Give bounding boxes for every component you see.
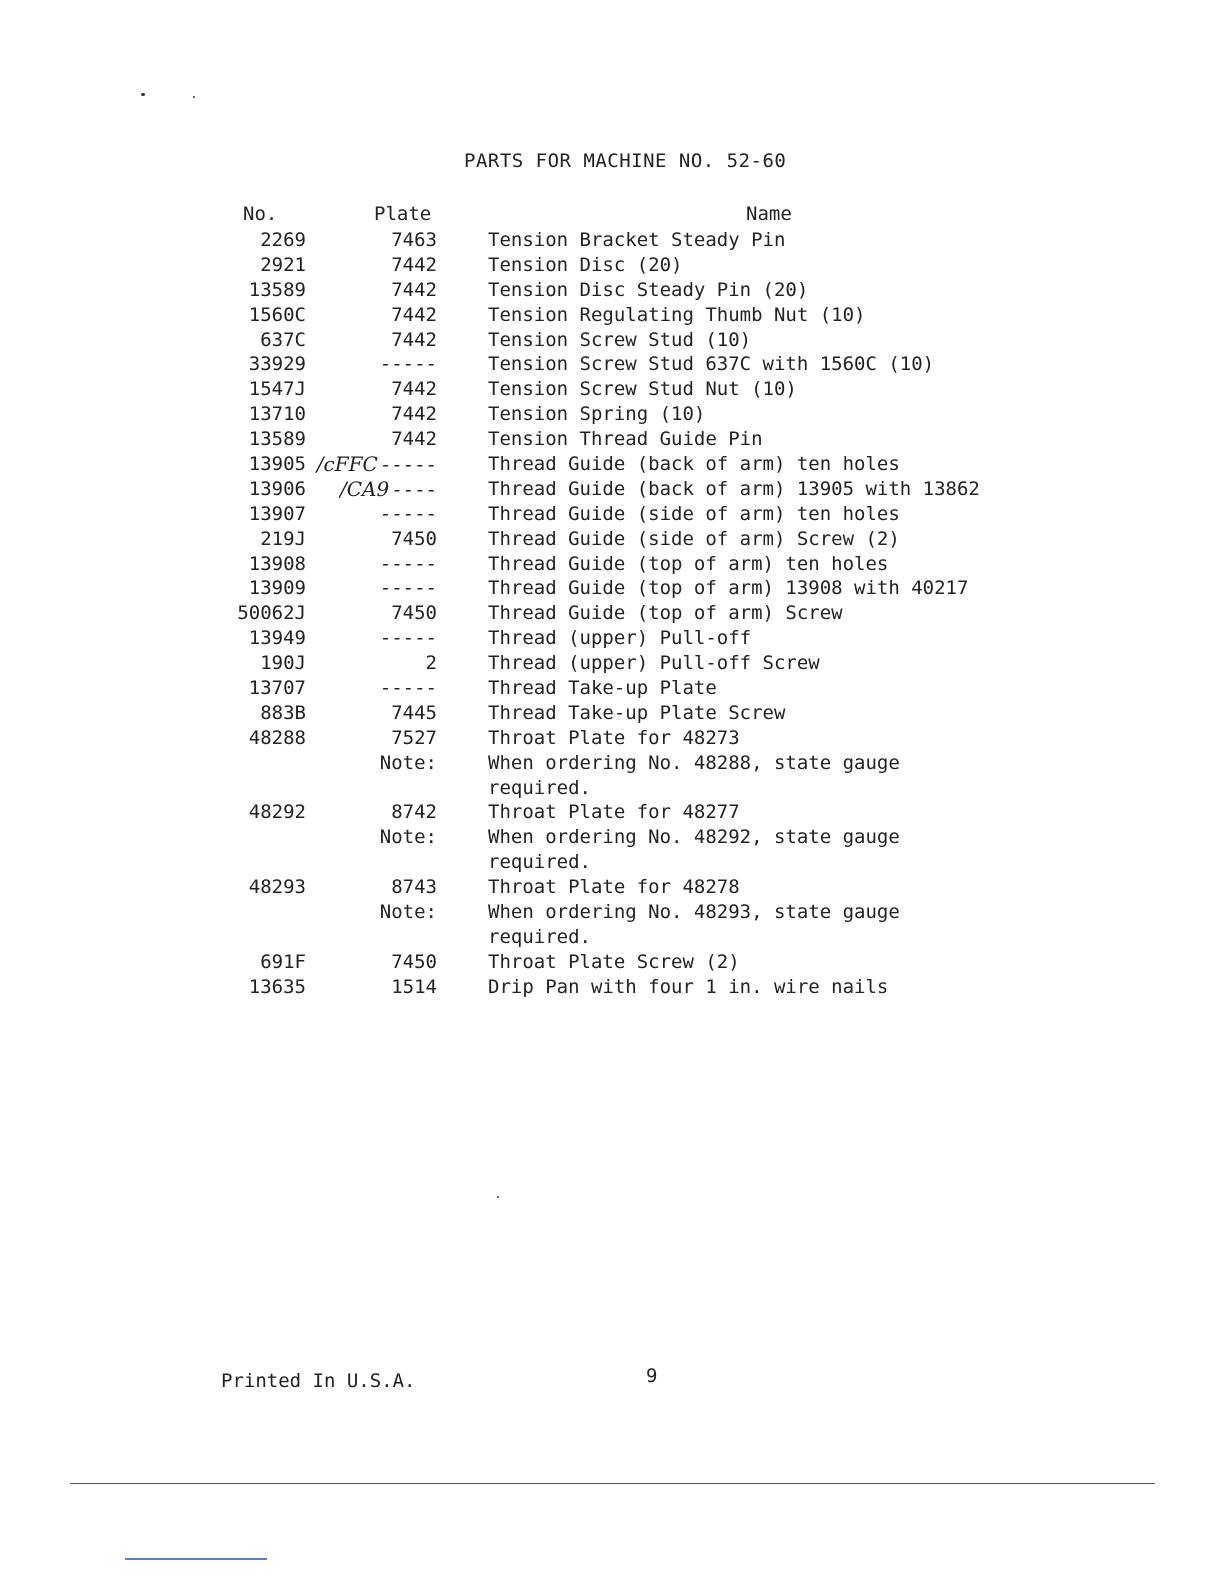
part-name: Tension Bracket Steady Pin [488, 229, 786, 251]
column-header-plate: Plate [374, 203, 432, 225]
part-name: Thread Guide (back of arm) ten holes [488, 453, 900, 476]
part-number: 13905 [248, 453, 306, 476]
part-number: 691F [260, 950, 306, 973]
part-name: When ordering No. 48288, state gauge [488, 751, 900, 774]
plate-cell [391, 527, 437, 552]
part-name: required. [488, 851, 591, 874]
part-name: Thread Take-up Plate [488, 677, 717, 700]
part-name: Thread Guide (side of arm) Screw (2) [488, 527, 900, 550]
part-number: 48293 [248, 876, 306, 899]
part-number: 48288 [248, 726, 306, 749]
part-name: required. [488, 776, 591, 799]
plate-number: Note: [379, 751, 437, 774]
plate-cell [391, 228, 437, 253]
column-header-no: No. [243, 203, 278, 225]
part-name: Tension Spring (10) [488, 403, 706, 426]
plate-number: 1514 [391, 975, 437, 998]
scan-speck [193, 96, 195, 98]
plate-cell [391, 402, 437, 427]
handwritten-annotation: /cFFC [316, 452, 378, 477]
plate-number: 7450 [391, 602, 437, 625]
table-body [0, 228, 1224, 1000]
table-row [0, 452, 1224, 477]
plate-cell [391, 328, 437, 353]
plate-cell [380, 502, 437, 527]
part-name: Throat Plate for 48273 [488, 726, 740, 749]
plate-number: 7527 [391, 726, 437, 749]
plate-number: 7445 [391, 701, 437, 724]
plate-number: ----- [379, 577, 437, 600]
part-name: Tension Disc (20) [488, 253, 683, 276]
table-row [0, 328, 1224, 353]
plate-cell [391, 278, 437, 303]
plate-number: 8742 [391, 801, 437, 824]
plate-cell [380, 825, 437, 850]
plate-number: ----- [379, 627, 437, 650]
plate-cell [391, 800, 437, 825]
scan-speck [141, 93, 145, 96]
table-row [0, 601, 1224, 626]
plate-number: ---- [391, 478, 437, 501]
plate-number: 7442 [391, 328, 437, 351]
plate-number: 7442 [391, 378, 437, 401]
part-number: 13589 [248, 278, 306, 301]
part-number: 48292 [248, 801, 306, 824]
plate-cell [380, 626, 437, 651]
part-number: 1560C [248, 303, 306, 326]
plate-cell [380, 576, 437, 601]
plate-cell [391, 253, 437, 278]
plate-cell [391, 427, 437, 452]
table-row [0, 925, 1224, 950]
table-row [0, 402, 1224, 427]
table-row [0, 527, 1224, 552]
plate-number: 7442 [391, 303, 437, 326]
plate-cell [426, 651, 437, 676]
plate-number: ----- [379, 552, 437, 575]
plate-number: ----- [379, 677, 437, 700]
plate-cell [391, 601, 437, 626]
plate-number: 7450 [391, 527, 437, 550]
table-row [0, 950, 1224, 975]
part-name: Thread Guide (top of arm) Screw [488, 602, 843, 625]
part-name: Throat Plate for 48278 [488, 876, 740, 899]
plate-cell [391, 975, 437, 1000]
part-number: 13707 [248, 677, 306, 700]
table-row [0, 278, 1224, 303]
table-row [0, 502, 1224, 527]
table-row [0, 676, 1224, 701]
table-row [0, 726, 1224, 751]
plate-number: 7463 [391, 229, 437, 251]
table-row [0, 477, 1224, 502]
part-number: 13589 [248, 428, 306, 451]
plate-cell [380, 900, 437, 925]
plate-cell [380, 352, 437, 377]
plate-number: 7442 [391, 278, 437, 301]
part-number: 637C [260, 328, 306, 351]
part-name: Tension Screw Stud (10) [488, 328, 752, 351]
plate-number: ----- [379, 353, 437, 376]
parts-table [0, 200, 1224, 1000]
plate-cell [391, 726, 437, 751]
plate-cell [391, 377, 437, 402]
plate-cell [340, 477, 437, 503]
part-number: 190J [260, 652, 306, 675]
part-number: 13906 [248, 477, 306, 500]
plate-cell [391, 875, 437, 900]
plate-number: 7442 [391, 403, 437, 426]
plate-cell [380, 552, 437, 577]
table-row [0, 427, 1224, 452]
table-row [0, 576, 1224, 601]
table-row [0, 303, 1224, 328]
plate-number: ----- [379, 502, 437, 525]
part-number: 883B [260, 701, 306, 724]
plate-number: ----- [379, 454, 437, 477]
table-row [0, 352, 1224, 377]
handwritten-annotation: /CA9 [340, 476, 390, 501]
table-row [0, 626, 1224, 651]
part-name: Tension Thread Guide Pin [488, 428, 763, 451]
part-number: 13907 [248, 502, 306, 525]
plate-cell [380, 676, 437, 701]
part-name: Tension Disc Steady Pin (20) [488, 278, 809, 301]
part-name: Tension Regulating Thumb Nut (10) [488, 303, 866, 326]
part-name: Tension Screw Stud Nut (10) [488, 378, 797, 401]
page-number: 9 [646, 1365, 658, 1387]
plate-number: 7442 [391, 253, 437, 276]
table-row [0, 776, 1224, 801]
part-number: 219J [260, 527, 306, 550]
part-number: 50062J [237, 602, 306, 625]
plate-number: 2 [425, 652, 437, 675]
table-row [0, 900, 1224, 925]
table-row [0, 651, 1224, 676]
part-number: 1547J [248, 378, 306, 401]
part-name: required. [488, 925, 591, 948]
column-header-name: Name [746, 203, 792, 225]
blue-rule [125, 1558, 267, 1560]
plate-number: Note: [379, 901, 437, 924]
part-name: Thread (upper) Pull-off [488, 627, 752, 650]
part-number: 33929 [248, 353, 306, 376]
plate-cell [380, 751, 437, 776]
part-name: Throat Plate Screw (2) [488, 950, 740, 973]
bottom-rule [70, 1483, 1155, 1484]
table-row [0, 228, 1224, 253]
scan-speck [497, 1196, 499, 1198]
plate-cell [317, 452, 437, 478]
part-name: Thread Guide (top of arm) ten holes [488, 552, 889, 575]
part-name: Thread Guide (top of arm) 13908 with 40217 [488, 577, 969, 600]
table-row [0, 850, 1224, 875]
part-number: 13635 [248, 975, 306, 998]
printed-in-label: Printed In U.S.A. [221, 1370, 416, 1392]
part-name: Tension Screw Stud 637C with 1560C (10) [488, 353, 935, 376]
plate-cell [391, 303, 437, 328]
table-row [0, 975, 1224, 1000]
plate-number: 7442 [391, 428, 437, 451]
plate-number: Note: [379, 826, 437, 849]
table-row [0, 800, 1224, 825]
part-number: 13908 [248, 552, 306, 575]
table-row [0, 751, 1224, 776]
table-row [0, 825, 1224, 850]
part-number: 13949 [248, 627, 306, 650]
part-number: 2269 [260, 229, 306, 251]
plate-cell [391, 950, 437, 975]
table-row [0, 253, 1224, 278]
part-name: Throat Plate for 48277 [488, 801, 740, 824]
part-name: Thread Guide (back of arm) 13905 with 13862 [488, 477, 980, 500]
part-name: Drip Pan with four 1 in. wire nails [488, 975, 889, 998]
part-name: Thread Guide (side of arm) ten holes [488, 502, 900, 525]
page-title: PARTS FOR MACHINE NO. 52-60 [464, 150, 787, 172]
table-row [0, 552, 1224, 577]
table-header [0, 200, 1224, 228]
table-row [0, 701, 1224, 726]
part-name: Thread (upper) Pull-off Screw [488, 652, 820, 675]
plate-number: 7450 [391, 950, 437, 973]
part-name: Thread Take-up Plate Screw [488, 701, 786, 724]
part-name: When ordering No. 48293, state gauge [488, 901, 900, 924]
part-number: 13710 [248, 403, 306, 426]
part-name: When ordering No. 48292, state gauge [488, 826, 900, 849]
plate-number: 8743 [391, 876, 437, 899]
table-row [0, 377, 1224, 402]
table-row [0, 875, 1224, 900]
part-number: 2921 [260, 253, 306, 276]
plate-cell [391, 701, 437, 726]
part-number: 13909 [248, 577, 306, 600]
